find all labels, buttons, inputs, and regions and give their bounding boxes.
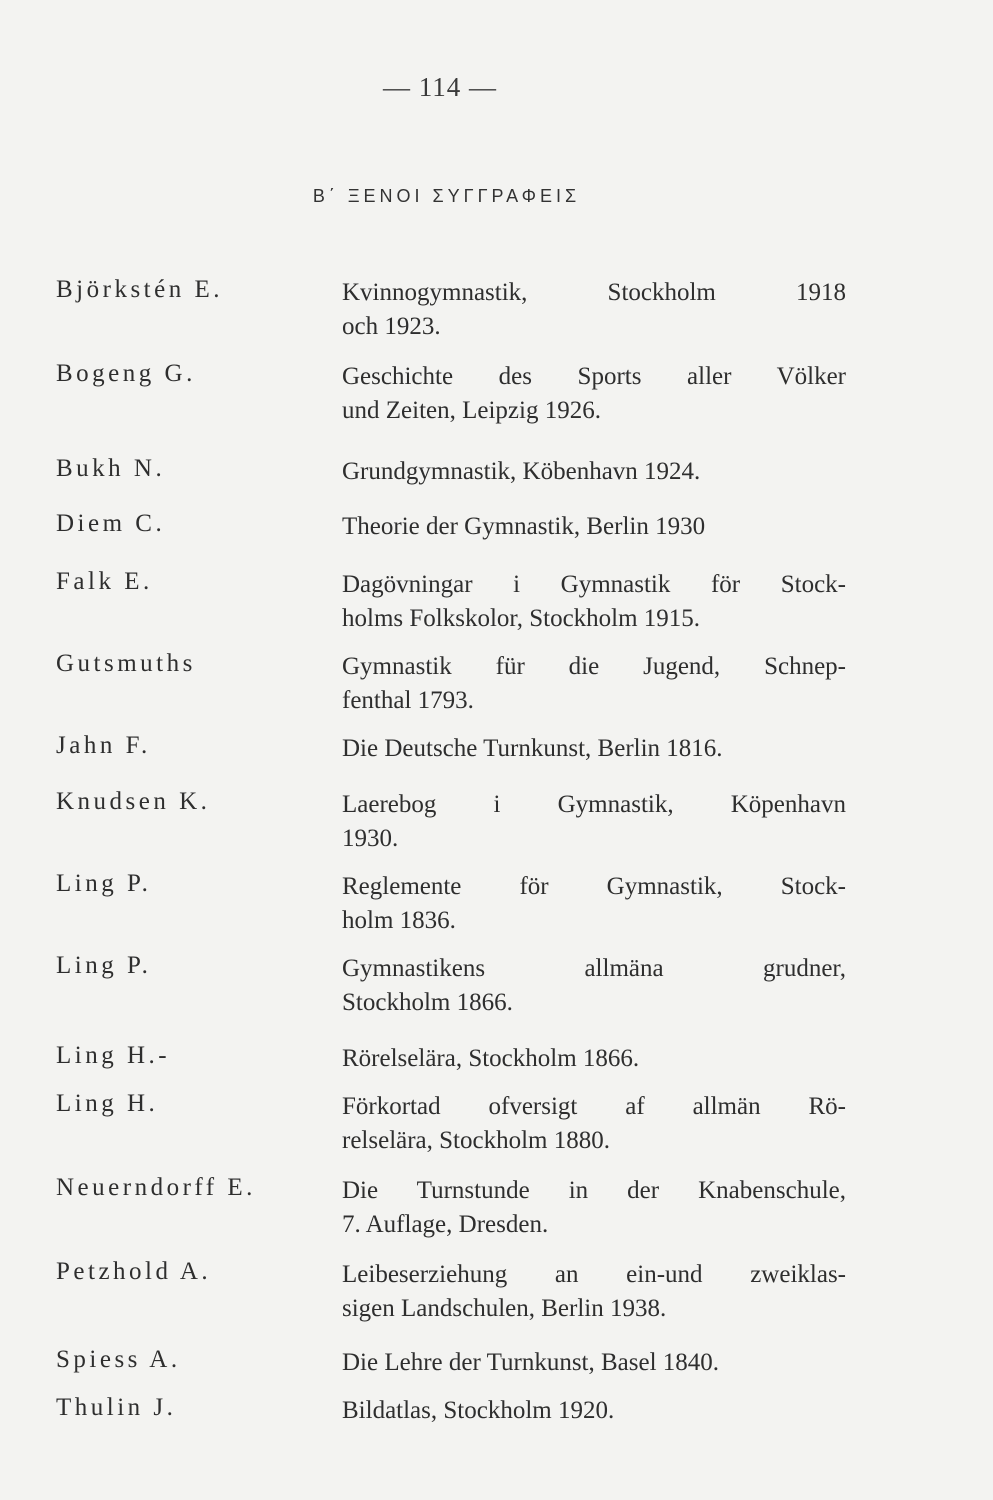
entry-work-line: 7. Auflage, Dresden. bbox=[342, 1211, 549, 1238]
entry-work-line: 1930. bbox=[342, 825, 399, 852]
entry-author: Petzhold A. bbox=[56, 1258, 212, 1285]
entry-work-line: holm 1836. bbox=[342, 907, 456, 934]
entry-work bbox=[342, 952, 846, 1020]
entry-work-line: Grundgymnastik, Köbenhavn 1924. bbox=[342, 458, 701, 485]
entry-author: Diem C. bbox=[56, 510, 166, 537]
entry-author: Spiess A. bbox=[56, 1346, 181, 1373]
entry-work bbox=[342, 788, 846, 856]
entry-work bbox=[342, 455, 846, 489]
entry-work bbox=[342, 360, 846, 428]
section-heading: Β΄ ΞΕΝΟΙ ΣΥΓΓΡΑΦΕΙΣ bbox=[312, 186, 581, 206]
entry-author: Ling P. bbox=[56, 870, 152, 897]
entry-work-line: relselära, Stockholm 1880. bbox=[342, 1127, 610, 1154]
entry-work-line: Bildatlas, Stockholm 1920. bbox=[342, 1397, 615, 1424]
entry-work bbox=[342, 1174, 846, 1242]
entry-work-line: Die Deutsche Turnkunst, Berlin 1816. bbox=[342, 735, 723, 762]
page-number: — 114 — bbox=[383, 72, 497, 102]
entry-work-line: och 1923. bbox=[342, 313, 441, 340]
entry-author: Bogeng G. bbox=[56, 360, 196, 387]
entry-author: Ling H. bbox=[56, 1090, 159, 1117]
entry-work bbox=[342, 732, 846, 766]
entry-work bbox=[342, 650, 846, 718]
entry-work-line: fenthal 1793. bbox=[342, 687, 474, 714]
entry-author: Bukh N. bbox=[56, 455, 166, 482]
entry-work-line: Geschichte des Sports aller Völker bbox=[342, 363, 846, 390]
entry-work-line: Stockholm 1866. bbox=[342, 989, 513, 1016]
entry-author: Falk E. bbox=[56, 568, 153, 595]
entry-work-line: Dagövningar i Gymnastik för Stock- bbox=[342, 571, 846, 598]
entry-work bbox=[342, 510, 846, 544]
entry-work-line: Gymnastik für die Jugend, Schnep- bbox=[342, 653, 846, 680]
entry-work bbox=[342, 1258, 846, 1326]
entry-work bbox=[342, 870, 846, 938]
entry-work-line: Die Turnstunde in der Knabenschule, bbox=[342, 1177, 846, 1204]
entry-author: Knudsen K. bbox=[56, 788, 211, 815]
entry-work bbox=[342, 1090, 846, 1158]
entry-work-line: Theorie der Gymnastik, Berlin 1930 bbox=[342, 513, 706, 540]
entry-work bbox=[342, 1394, 846, 1428]
entry-author: Jahn F. bbox=[56, 732, 151, 759]
entry-author: Neuerndorff E. bbox=[56, 1174, 256, 1201]
entry-work bbox=[342, 1042, 846, 1076]
entry-work-line: und Zeiten, Leipzig 1926. bbox=[342, 397, 601, 424]
entry-work bbox=[342, 568, 846, 636]
entry-work-line: Reglemente för Gymnastik, Stock- bbox=[342, 873, 846, 900]
entry-work bbox=[342, 276, 846, 344]
entry-work-line: sigen Landschulen, Berlin 1938. bbox=[342, 1295, 667, 1322]
entry-author: Thulin J. bbox=[56, 1394, 177, 1421]
entry-work-line: holms Folkskolor, Stockholm 1915. bbox=[342, 605, 701, 632]
entry-author: Ling P. bbox=[56, 952, 152, 979]
entry-author: Ling H.- bbox=[56, 1042, 171, 1069]
entry-work-line: Die Lehre der Turnkunst, Basel 1840. bbox=[342, 1349, 720, 1376]
entry-author: Gutsmuths bbox=[56, 650, 196, 677]
entry-work-line: Gymnastikens allmäna grudner, bbox=[342, 955, 846, 982]
entry-work-line: Rörelselära, Stockholm 1866. bbox=[342, 1045, 640, 1072]
entry-work bbox=[342, 1346, 846, 1380]
entry-work-line: Laerebog i Gymnastik, Köpenhavn bbox=[342, 791, 846, 818]
entry-work-line: Leibeserziehung an ein-und zweiklas- bbox=[342, 1261, 846, 1288]
entry-author: Björkstén E. bbox=[56, 276, 223, 303]
entry-work-line: Kvinnogymnastik, Stockholm 1918 bbox=[342, 279, 846, 306]
entry-work-line: Förkortad ofversigt af allmän Rö- bbox=[342, 1093, 846, 1120]
